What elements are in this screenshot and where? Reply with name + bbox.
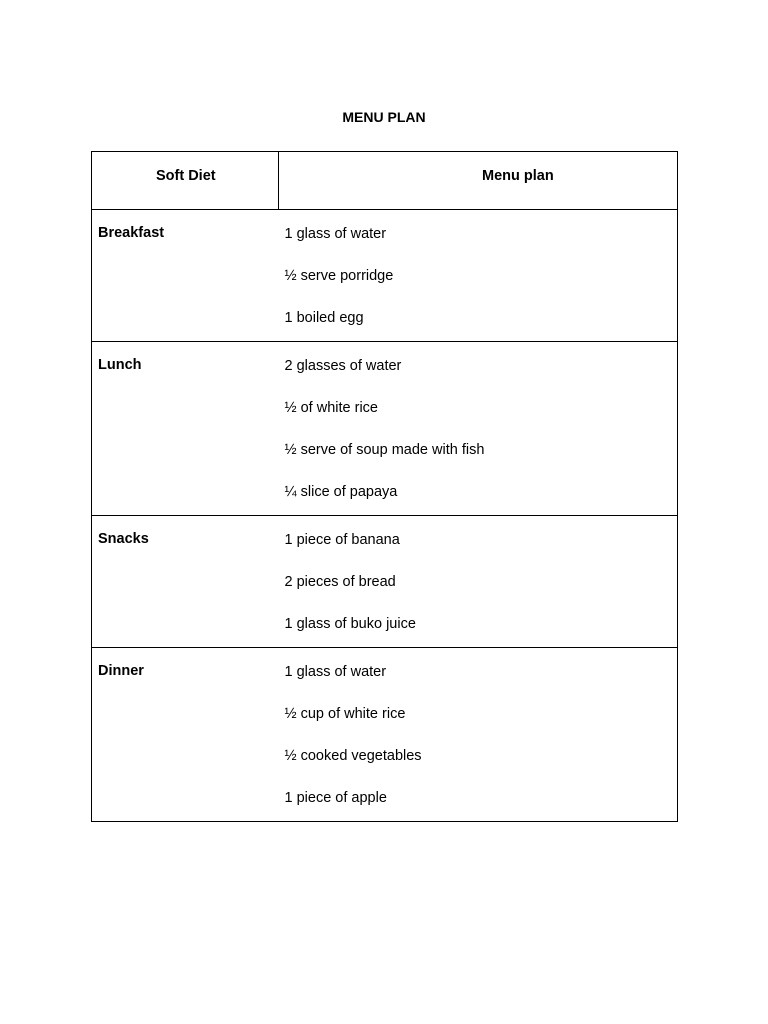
- meal-label-snacks: Snacks: [92, 516, 279, 648]
- menu-item: ½ cooked vegetables: [284, 748, 422, 764]
- table-row-breakfast: [92, 210, 678, 342]
- meal-items-breakfast: [279, 210, 678, 342]
- menu-item: ½ cup of white rice: [284, 706, 406, 722]
- menu-item: 1 piece of banana: [284, 532, 400, 548]
- table-row-snacks: [92, 516, 678, 648]
- header-menu-plan: [279, 152, 678, 210]
- meal-items-snacks: [279, 516, 678, 648]
- table-row-lunch: [92, 342, 678, 516]
- table-header-row: [92, 152, 678, 210]
- menu-item: 1 piece of apple: [284, 790, 387, 806]
- menu-item: ½ serve of soup made with fish: [284, 442, 485, 458]
- menu-item: 2 pieces of bread: [284, 574, 396, 590]
- menu-item: ½ serve porridge: [284, 268, 394, 284]
- header-soft-diet-label: Soft Diet: [156, 168, 216, 184]
- page-title: MENU PLAN: [342, 109, 426, 125]
- meal-label-lunch: Lunch: [92, 342, 279, 516]
- menu-item: ¼ slice of papaya: [284, 484, 398, 500]
- menu-item: ½ of white rice: [284, 400, 378, 416]
- menu-item: 1 boiled egg: [284, 310, 364, 326]
- menu-item: 1 glass of buko juice: [284, 616, 416, 632]
- menu-item: 2 glasses of water: [284, 358, 402, 374]
- menu-plan-table: [91, 151, 678, 822]
- meal-items-lunch: [279, 342, 678, 516]
- header-soft-diet: [92, 152, 279, 210]
- meal-items-dinner: [279, 648, 678, 822]
- table-row-dinner: [92, 648, 678, 822]
- header-menu-plan-label: Menu plan: [482, 168, 554, 184]
- meal-label-dinner: Dinner: [92, 648, 279, 822]
- menu-item: 1 glass of water: [284, 664, 387, 680]
- menu-item: 1 glass of water: [284, 226, 387, 242]
- meal-label-breakfast: Breakfast: [92, 210, 279, 342]
